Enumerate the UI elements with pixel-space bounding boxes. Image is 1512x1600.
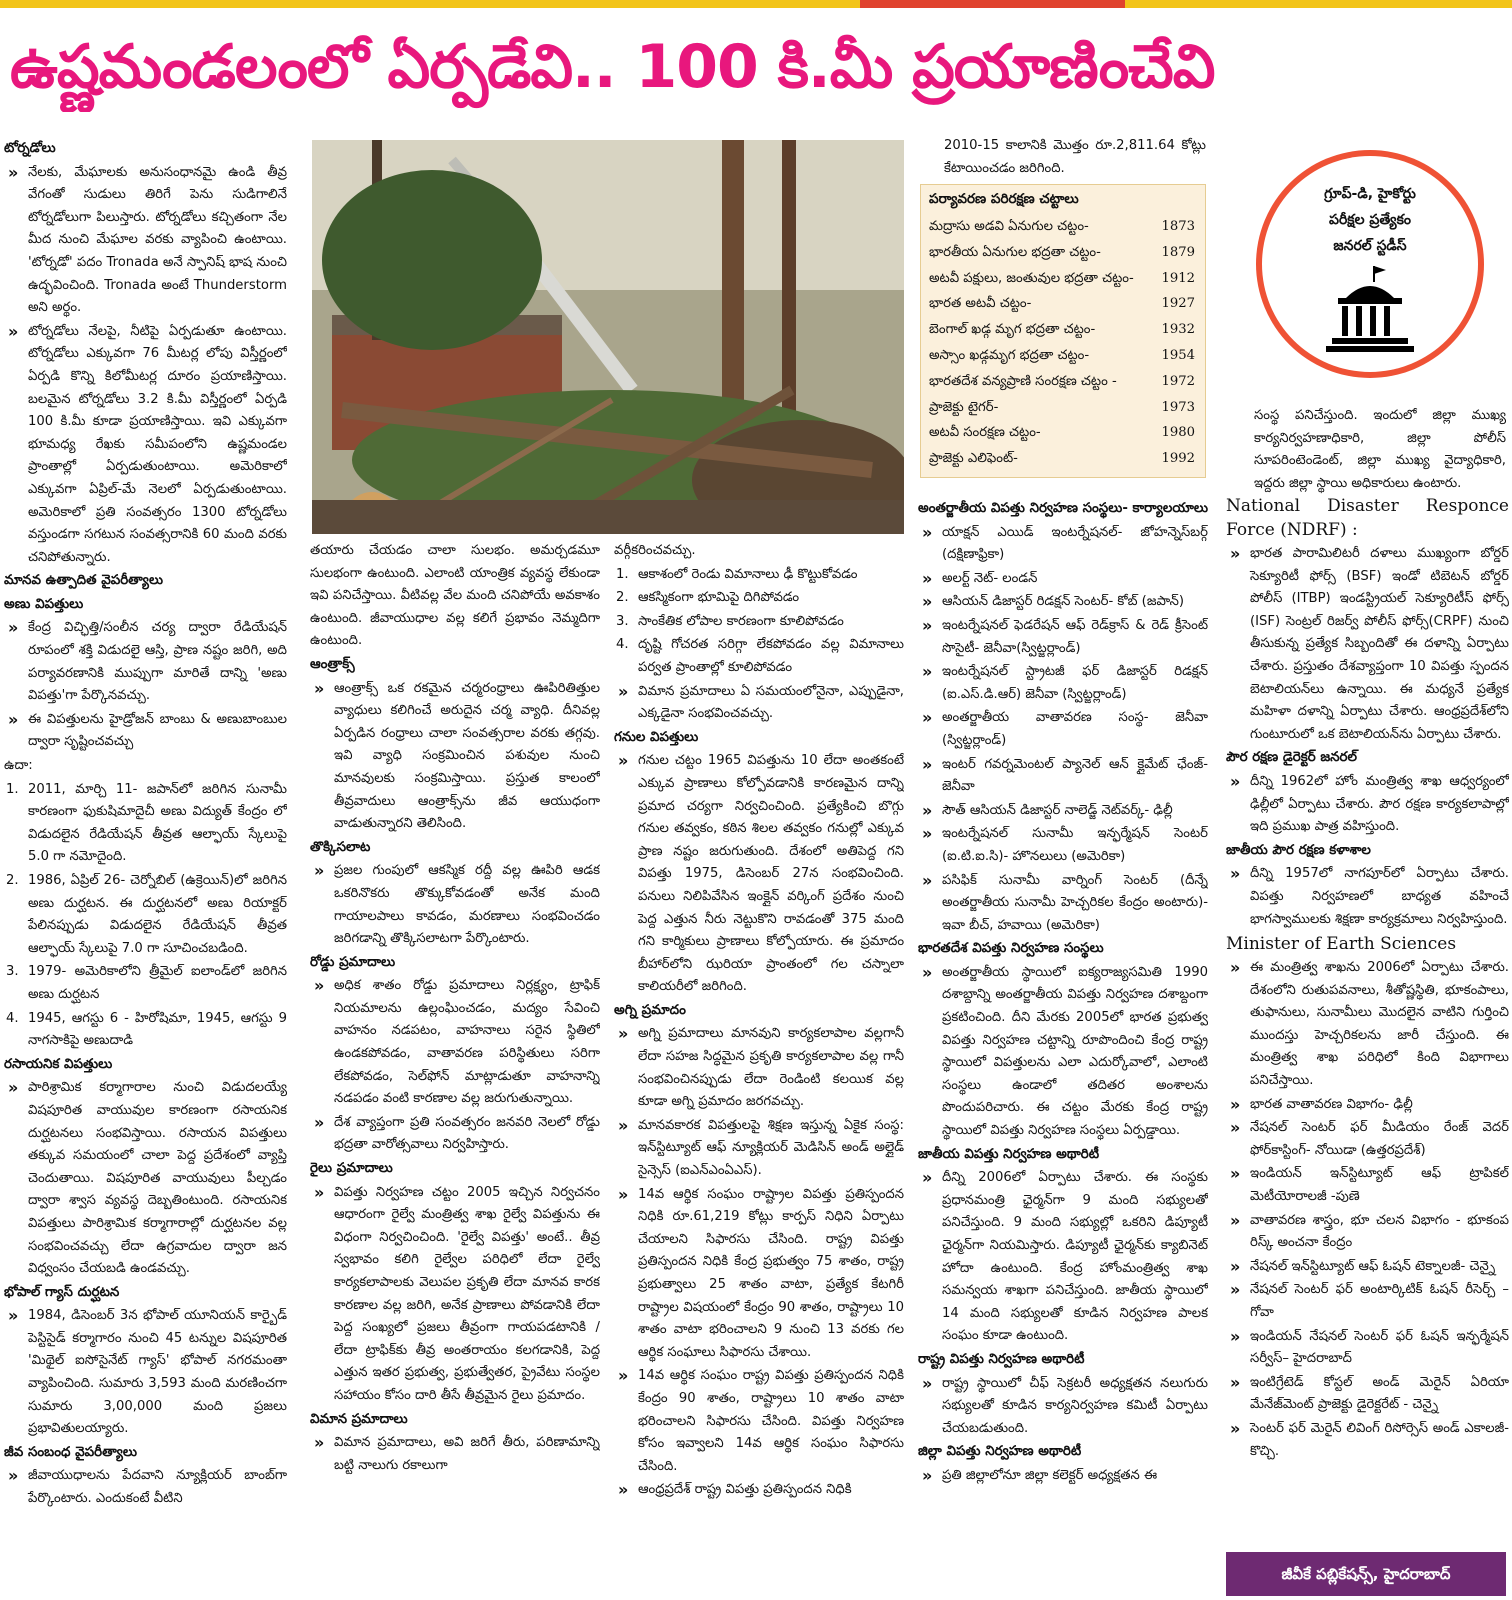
paragraph: వర్గీకరించవచ్చు. [614,543,696,558]
law-year: 1972 [1161,373,1195,389]
section-heading: భారతదేశ విపత్తు నిర్వహణ సంస్థలు [918,941,1104,957]
laws-list [921,214,1205,472]
numbered-item: 4. 1945, ఆగస్టు 6 - హిరోషిమా, 1945, ఆగస్టు 9 నాగసాకిపై అణుదాడి [4,1008,287,1053]
law-row [921,317,1205,343]
bullet-paragraph: » యాక్షన్ ఎయిడ్ ఇంటర్నేషనల్- జోహన్నెస్‌బర్గ్ (దక్షిణాఫ్రికా) [918,522,1208,567]
badge-line-2: పరీక్షల ప్రత్యేకం [1329,212,1411,228]
court-building-icon [1320,264,1420,356]
numbered-item: 1. 2011, మార్చి 11- జపాన్‌లో జరిగిన సునామీ కారణంగా ఫుకుషిమాదైచీ అణు విద్యుత్ కేంద్రం లో విడుదలైన రేడియేషన్ తీవ్రత ఆల్ఫాయ్ స్కేలుపై 5.0 గా నమోదైంది. [4,779,287,869]
section-heading: టోర్నడోలు [4,141,56,156]
bullet-paragraph: » నేలకు, మేఘాలకు అనుసంధానమై ఉండి తీవ్ర వేగంతో సుడులు తిరిగే పెను సుడిగాలినే టోర్నడోలుగా పిలుస్తారు. టోర్నడోలు కచ్చితంగా నేల మీద నుంచి మేఘాల వరకు వ్యాపించి ఉంటాయి. 'టోర్నడో' పదం Tronada అనే స్పానిష్ భాష నుంచి ఉద్భవించింది. Tronada అంటే Thunderstorm అని అర్థం. [4,162,287,320]
bullet-paragraph: » గనుల చట్టం 1965 విపత్తును 10 లేదా అంతకంటే ఎక్కువ ప్రాణాలు కోల్పోవడానికి కారణమైన దాన్ని ప్రమాద చర్యగా నిర్వచించింది. ప్రత్యేకించి బొగ్గు గనుల తవ్వకం, కఠిన శిలల తవ్వకం గనుల్లో ఎక్కువ ప్రాణ నష్టం జరుగుతుంది. దేశంలో అతిపెద్ద గని విపత్తు 1975, డిసెంబర్ 27న సంభవించింది. పనులు నిలిపివేసిన ఇంక్లైన్ వర్కింగ్ ప్రదేశం నుంచి పెద్ద ఎత్తున నీరు నెట్టుకొని రావడంతో 375 మంది గని కార్మికులు ప్రాణాలు కోల్పోయారు. ఈ ప్రమాదం బీహార్‌లోని ఝరియా ప్రాంతంలో గల చస్నాలా కాలియరీలో జరిగింది. [614,750,904,999]
bullet-paragraph: » వాతావరణ శాస్త్రం, భూ చలన విభాగం - భూకంప రిస్క్ అంచనా కేంద్రం [1226,1210,1509,1255]
paragraph: తయారు చేయడం చాలా సులభం. అమర్చడమూ సులభంగా ఉంటుంది. ఎలాంటి యాంత్రిక వ్యవస్థ లేకుండా ఇవి పనిచేస్తాయి. వీటివల్ల వేల మంది చనిపోయే అవకాశం ఉంటుంది. జీవాయుధాల వల్ల కలిగే ప్రభావం నెమ్మదిగా ఉంటుంది. [310,543,600,649]
item-number: 3. [6,964,19,980]
section-heading: ఆంత్రాక్స్ [310,656,355,672]
bullet-paragraph: » ప్రజల గుంపులో ఆకస్మిక రద్దీ వల్ల ఊపిరి ఆడక ఒకరినొకరు తొక్కుకోవడంతో అనేక మంది గాయాలపాలు కావడం, మరణాలు సంభవించడం జరిగడాన్ని తొక్కిసలాటగా పేర్కొంటారు. [310,860,600,950]
column-5-top-text [1254,405,1506,495]
english-heading: Minister of Earth Sciences [1226,934,1457,955]
section-heading: మానవ ఉత్పాదిత వైపరీత్యాలు [4,573,164,589]
english-heading: National Disaster Responce Force (NDRF) : [1226,496,1509,540]
numbered-item: 4. దృష్టి గోచరత సరిగ్గా లేకపోవడం వల్ల విమానాలు పర్వత ప్రాంతాల్లో కూలిపోవడం [614,634,904,679]
bullet-paragraph: » ఈ మంత్రిత్వ శాఖను 2006లో ఏర్పాటు చేశారు. దేశంలోని రుతుపవనాలు, శీతోష్ణస్థితి, భూకంపాలు, తుఫానులు, సునామీలు మొదలైన వాటిని గుర్తించి ముందస్తు హెచ్చరికలను జారీ చేస్తుంది. ఈ మంత్రిత్వ శాఖ పరిధిలో కింది విభాగాలు పనిచేస్తాయి. [1226,957,1509,1093]
section-heading: అణు విపత్తులు [4,596,84,612]
law-row [921,420,1205,446]
storm-damage-photo [312,140,904,534]
environment-laws-box [920,184,1206,478]
section-heading: రోడ్డు ప్రమాదాలు [310,954,396,970]
bullet-paragraph: » ఇంటర్నేషనల్ ఫెడరేషన్ ఆఫ్ రెడ్‌క్రాస్ & రెడ్ క్రీసెంట్ సొసైటీ- జెనీవా(స్విట్జర్లాండ్) [918,615,1208,660]
section-heading: రసాయనిక విపత్తులు [4,1056,113,1072]
item-number: 2. [6,873,19,888]
section-heading: తొక్కిసలాట [310,839,371,855]
section-heading: జీవ సంబంధ వైపరీత్యాలు [4,1444,137,1460]
law-name: అటవీ సంరక్షణ చట్టం- [929,425,1041,441]
section-heading: విమాన ప్రమాదాలు [310,1411,408,1427]
bullet-paragraph: » విమాన ప్రమాదాలు ఏ సమయంలోనైనా, ఎప్పుడైనా, ఎక్కడైనా సంభవించవచ్చు. [614,681,904,726]
fallen-trees-image [312,140,904,534]
top-accent-bar [860,0,1125,8]
bullet-paragraph: » 1984, డిసెంబర్ 3న భోపాల్ యూనియన్ కార్బైడ్ పెస్టిసైడ్ కర్మాగారం నుంచి 45 టన్నుల విషపూరిత 'మిథైల్ ఐసోసైనేట్ గ్యాస్' భోపాల్ నగరమంతా వ్యాపించింది. సుమారు 3,593 మంది మరణించగా సుమారు 3,00,000 మంది ప్రజలు ప్రభావితులయ్యారు. [4,1305,287,1441]
bullet-paragraph: » ఇంటర్నేషనల్ స్ట్రాటజీ ఫర్ డిజాస్టర్ రిడక్షన్ (ఐ.ఎస్.డి.ఆర్) జెనీవా (స్విట్జర్లాండ్) [918,661,1208,706]
bullet-paragraph: » ఇంటిగ్రేటెడ్ కోస్టల్ అండ్ మెరైన్ ఏరియా మేనేజ్‌మెంట్ ప్రాజెక్టు డైరెక్టరేట్ - చెన్నై [1226,1372,1509,1417]
bullet-paragraph: » నేషనల్ సెంటర్ ఫర్ అంటార్కిటిక్ ఓషన్ రీసెర్చ్ –గోవా [1226,1279,1509,1324]
column-5 [1226,494,1509,1548]
bullet-paragraph: » జీవాయుధాలను పేదవాని న్యూక్లియర్ బాంబ్‌గా పేర్కొంటారు. ఎందుకంటే వీటిని [4,1465,287,1510]
law-name: భారత అటవీ చట్టం- [929,296,1032,312]
bullet-paragraph: » ఆంధ్రప్రదేశ్ రాష్ట్ర విపత్తు ప్రతిస్పందన నిధికి [614,1479,904,1502]
bullet-paragraph: » దీన్ని 1957లో నాగపూర్‌లో ఏర్పాటు చేశారు. విపత్తు నిర్వహణలో బాధ్యత వహించే భాగస్వాములకు శిక్షణా కార్యక్రమాలు నిర్వహిస్తుంది. [1226,863,1509,931]
fund-allocation-text: 2010-15 కాలానికి మొత్తం రూ.2,811.64 కోట్లు కేటాయించడం జరిగింది. [944,138,1206,176]
bullet-paragraph: » రాష్ట్ర స్థాయిలో చీఫ్ సెక్రటరీ అధ్యక్షతన నలుగురు సభ్యులతో కూడిన కార్యనిర్వహణ కమిటీ ఏర్పాటు చేయబడుతుంది. [918,1373,1208,1441]
bullet-paragraph: » 14వ ఆర్థిక సంఘం రాష్ట్రాల విపత్తు ప్రతిస్పందన నిధికి రూ.61,219 కోట్లు కార్పస్ నిధిని ఏర్పాటు చేయాలని సిఫారసు చేసింది. రాష్ట్ర విపత్తు ప్రతిస్పందన నిధికి కేంద్ర ప్రభుత్వం 75 శాతం, రాష్ట్ర ప్రభుత్వాలు 25 శాతం వాటా, ప్రత్యేక కేటగిరీ రాష్ట్రాల విషయంలో కేంద్రం 90 శాతం, రాష్ట్రాలు 10 శాతం వాటా భరించాలని 9 నుంచి 13 వరకు గల ఆర్థిక సంఘాలు సిఫారసు చేశాయి. [614,1184,904,1365]
law-row [921,369,1205,395]
law-name: మద్రాసు అడవి ఏనుగుల చట్టం- [929,219,1089,234]
bullet-paragraph: » ఇండియన్ నేషనల్ సెంటర్ ఫర్ ఓషన్ ఇన్ఫర్మేషన్ సర్వీస్– హైదరాబాద్ [1226,1326,1509,1371]
law-row [921,266,1205,292]
item-number: 1. [616,566,629,582]
column-2 [310,540,600,1598]
item-number: 3. [616,613,629,629]
law-row [921,395,1205,421]
law-name: ప్రాజెక్టు ఎలిఫెంట్- [929,451,1018,467]
law-row [921,214,1205,240]
numbered-item: 3. 1979- అమెరికాలోని త్రీమైల్ ఐలాండ్‌లో జరిగిన అణు దుర్ఘటన [4,961,287,1006]
numbered-item: 1. ఆకాశంలో రెండు విమానాలు ఢీ కొట్టుకోవడం [614,564,904,587]
column-4-top-text [944,135,1206,185]
bullet-paragraph: » దీన్ని 2006లో ఏర్పాటు చేశారు. ఈ సంస్థకు ప్రధానమంత్రి ఛైర్మన్‌గా 9 మంది సభ్యులతో పనిచేస్తుంది. 9 మంది సభ్యుల్లో ఒకరిని డిప్యూటీ ఛైర్మన్‌గా నియమిస్తారు. డిప్యూటీ ఛైర్మన్‌కు క్యాబినెట్ హోదా ఉంటుంది. కేంద్ర హోంమంత్రిత్వ శాఖ సమన్వయ శాఖగా పనిచేస్తుంది. జాతీయ స్థాయిలో 14 మంది సభ్యులతో కూడిన నిర్వహణ పాలక సంఘం కూడా ఉంటుంది. [918,1167,1208,1348]
bullet-paragraph: » అగ్ని ప్రమాదాలు మానవుని కార్యకలాపాల వల్లగానీ లేదా సహజ సిద్ధమైన ప్రకృతి కార్యకలాపాల వల్ల గానీ సంభవించినప్పుడు లేదా రెండింటి కలయిక వల్ల కూడా అగ్ని ప్రమాదం జరగవచ్చు. [614,1023,904,1113]
section-heading: జిల్లా విపత్తు నిర్వహణ అథారిటీ [918,1444,1082,1460]
section-heading: రాష్ట్ర విపత్తు నిర్వహణ అథారిటీ [918,1351,1085,1367]
bullet-paragraph: » టోర్నడోలు నేలపై, నీటిపై ఏర్పడుతూ ఉంటాయి. టోర్నడోలు ఎక్కువగా 76 మీటర్ల లోపు విస్తీర్ణంలో ఏర్పడి కొన్ని కిలోమీటర్ల దూరం ప్రయాణిస్తాయి. బలమైన టోర్నడోలు 3.2 కి.మీ విస్తీర్ణంలో ఏర్పడి 100 కి.మీ కూడా ప్రయాణిస్తాయి. ఇవి ఎక్కువగా భూమధ్య రేఖకు సమీపంలోని ఉష్ణమండల ప్రాంతాల్లో ఏర్పడుతుంటాయి. అమెరికాలో ఎక్కువగా ఏప్రిల్-మే నెలలో ఏర్పడుతుంటాయి. అమెరికాలో ప్రతి సంవత్సరం 1300 టోర్నడోలు వస్తుండగా సగటున సంవత్సరానికి 60 మంది వరకు చనిపోతున్నారు. [4,321,287,570]
law-name: ప్రాజెక్టు టైగర్- [929,399,999,415]
publisher-banner: జీవీకే పబ్లికేషన్స్, హైదరాబాద్ [1226,1552,1506,1596]
bullet-paragraph: » సౌత్ ఆసియన్ డిజాస్టర్ నాలెడ్జ్ నెట్‌వర్క్- ఢిల్లీ [918,800,1208,823]
law-year: 1873 [1161,219,1195,234]
bullet-paragraph: » 14వ ఆర్థిక సంఘం రాష్ట్ర విపత్తు ప్రతిస్పందన నిధికి కేంద్రం 90 శాతం, రాష్ట్రాలు 10 శాతం వాటా భరించాలని సిఫారసు చేసింది. విపత్తు నిర్వహణ కోసం ఇవ్వాలని 14వ ఆర్థిక సంఘం సిఫారసు చేసింది. [614,1365,904,1478]
law-name: భారతదేశ వన్యప్రాణి సంరక్షణ చట్టం - [929,373,1117,389]
item-number: 4. [6,1010,19,1026]
group-d-badge [1256,150,1484,378]
headline: ఉష్ణమండలంలో ఏర్పడేవి.. 100 కి.మీ ప్రయాణించేవి [10,32,1215,102]
bullet-paragraph: » ఇంటర్నేషనల్ సునామీ ఇన్ఫర్మేషన్ సెంటర్ (ఐ.టి.ఐ.సి)- హొనలులు (అమెరికా) [918,823,1208,868]
law-year: 1980 [1161,425,1195,441]
bullet-paragraph: » ఈ విపత్తులను హైడ్రోజన్ బాంబు & అణుబాంబుల ద్వారా సృష్టించవచ్చు [4,709,287,754]
numbered-item: 2. 1986, ఏప్రిల్ 26- చెర్నోబిల్ (ఉక్రెయిన్)లో జరిగిన అణు దుర్ఘటన. ఈ దుర్ఘటనలో అణు రియాక్టర్ పేలినప్పుడు విడుదలైన రేడియేషన్ తీవ్రత ఆల్ఫాయ్ స్కేలుపై 7.0 గా సూచించబడింది. [4,870,287,960]
bullet-paragraph: » కేంద్ర విచ్ఛిత్తి/సంలీన చర్య ద్వారా రేడియేషన్ రూపంలో శక్తి విడుదలై ఆస్తి, ప్రాణ నష్టం జరిగి, అది పర్యావరణానికి ముప్పుగా మారితే దాన్ని 'అణు విపత్తు'గా పేర్కొనవచ్చు. [4,617,287,707]
bullet-paragraph: » అలర్ట్ నెట్- లండన్ [918,568,1208,591]
section-heading: రైలు ప్రమాదాలు [310,1161,393,1177]
law-row [921,343,1205,369]
column-1 [4,138,287,1598]
section-heading: అగ్ని ప్రమాదం [614,1002,686,1018]
badge-line-3: జనరల్ స్టడీస్ [1333,238,1407,254]
bullet-paragraph: » పారిశ్రామిక కర్మాగారాల నుంచి విడుదలయ్యే విషపూరిత వాయువుల కారణంగా రసాయనిక దుర్ఘటనలు సంభవిస్తాయి. రసాయన విపత్తులు తక్కువ సమయంలో చాలా పెద్ద ప్రదేశంలో వ్యాప్తి చెందుతాయి. విషపూరిత వాయువులు పీల్చడం ద్వారా శ్వాస వ్యవస్థ దెబ్బతింటుంది. రసాయనిక విపత్తులు పారిశ్రామిక కర్మాగారాల్లో దుర్ఘటనల వల్ల సంభవించవచ్చు లేదా ఉగ్రవాదుల ద్వారా జన విధ్వంసం చేయబడి ఉండవచ్చు. [4,1077,287,1280]
bullet-paragraph: » అంతర్జాతీయ వాతావరణ సంస్థ- జెనీవా (స్విట్జర్లాండ్) [918,707,1208,752]
section-heading: అంతర్జాతీయ విపత్తు నిర్వహణ సంస్థలు- కార్యాలయాలు [918,501,1208,516]
bullet-paragraph: » నేషనల్ సెంటర్ ఫర్ మీడియం రేంజ్ వెదర్ ఫోర్‌కాస్టింగ్- నోయిడా (ఉత్తరప్రదేశ్) [1226,1117,1509,1162]
section-heading: జాతీయ విపత్తు నిర్వహణ అథారిటీ [918,1146,1100,1162]
law-year: 1954 [1161,347,1195,363]
paragraph: ఉదా: [4,758,33,774]
bullet-paragraph: » ఇండియన్ ఇన్‌స్టిట్యూట్ ఆఫ్ ట్రాపికల్ మెటీయోరాలజీ -పుణె [1226,1163,1509,1208]
section-heading: పౌర రక్షణ డైరెక్టర్ జనరల్ [1226,750,1357,766]
badge-inner [1262,156,1478,372]
law-row [921,446,1205,472]
numbered-item: 2. ఆకస్మికంగా భూమిపై దిగిపోవడం [614,587,904,610]
law-year: 1927 [1161,296,1195,312]
law-year: 1992 [1161,451,1195,467]
bullet-paragraph: » ప్రతి జిల్లాలోనూ జిల్లా కలెక్టర్ అధ్యక్షతన ఈ [918,1465,1208,1488]
law-name: బెంగాల్ ఖడ్గ మృగ భద్రతా చట్టం- [929,322,1096,338]
law-year: 1932 [1161,322,1195,338]
bullet-paragraph: » ఆంత్రాక్స్ ఒక రకమైన చర్మరంధ్రాలు ఊపిరితిత్తుల వ్యాధులు కలిగించే అరుదైన చర్మ వ్యాధి. దీనివల్ల ఏర్పడిన రంధ్రాలు చాలా సంవత్సరాల వరకు తగ్గవు. ఇవి వ్యాధి సంక్రమించిన పశువుల నుంచి మానవులకు సంక్రమిస్తాయి. ప్రస్తుత కాలంలో తీవ్రవాదులు ఆంత్రాక్స్‌ను జీవ ఆయుధంగా వాడుతున్నారని తెలిసింది. [310,678,600,836]
badge-line-1: గ్రూప్-డి, హైకోర్టు [1324,186,1416,202]
law-name: అటవీ పక్షులు, జంతువుల భద్రతా చట్టం- [929,270,1134,286]
law-name: అస్సాం ఖడ్గమృగ భద్రతా చట్టం- [929,347,1090,363]
bullet-paragraph: » సెంటర్ ఫర్ మెరైన్ లివింగ్ రిసోర్సెస్ అండ్ ఎకాలజీ- కొచ్చి. [1226,1418,1509,1463]
law-row [921,240,1205,266]
bullet-paragraph: » నేషనల్ ఇన్‌స్టిట్యూట్ ఆఫ్ ఓషన్ టెక్నాలజీ- చెన్నై [1226,1256,1509,1279]
law-year: 1912 [1161,270,1195,286]
column-3 [614,540,904,1598]
item-number: 2. [616,590,629,606]
bullet-paragraph: » భారత వాతావరణ విభాగం- ఢిల్లీ [1226,1094,1509,1117]
law-year: 1973 [1161,399,1195,415]
bullet-paragraph: » భారత పారామిలిటరీ దళాలు ముఖ్యంగా బోర్డర్ సెక్యూరిటీ ఫోర్స్ (BSF) ఇండో టిబెటన్ బోర్డర్ పోలీస్ (ITBP) ఇండస్ట్రియల్ సెక్యూరిటీస్ ఫోర్స్ (ISF) సెంట్రల్ రిజర్వ్ పోలీస్ ఫోర్స్(CRPF) నుంచి తీసుకున్న ప్రత్యేక సిబ్బందితో ఈ దళాన్ని ఏర్పాటు చేశారు. ప్రస్తుతం దేశవ్యాప్తంగా 10 విపత్తు స్పందన బెటాలియన్‌లు ఉన్నాయి. ఈ మధ్యనే ప్రత్యేక మహిళా దళాన్ని ఏర్పాటు చేశారు. ఆంధ్రప్రదేశ్‌లోని గుంటూరులో ఒక బెటాలియన్‌ను ఏర్పాటు చేశారు. [1226,543,1509,746]
bullet-paragraph: » విపత్తు నిర్వహణ చట్టం 2005 ఇచ్చిన నిర్వచనం ఆధారంగా రైల్వే మంత్రిత్వ శాఖ రైల్వే విపత్తును ఈ విధంగా నిర్వచించింది. 'రైల్వే విపత్తు' అంటే.. తీవ్ర స్వభావం కలిగి రైల్వేల పరిధిలో లేదా రైల్వే కార్యకలాపాలకు వెలుపల ప్రకృతి లేదా మానవ కారక కారణాల వల్ల జరిగి, అనేక ప్రాణాలు పోవడానికి లేదా పెద్ద సంఖ్యలో ప్రజలు తీవ్రంగా గాయపడటానికి / లేదా ట్రాఫిక్‌కు తీవ్ర అంతరాయం కలగడానికి, పెద్ద ఎత్తున ఇతర ప్రభుత్వ, ప్రభుత్వేతర, ప్రైవేటు సంస్థల సహాయం కోసం దారి తీసే తీవ్రమైన రైలు ప్రమాదం. [310,1182,600,1408]
law-row [921,291,1205,317]
item-number: 1. [6,781,19,797]
laws-title: పర్యావరణ పరిరక్షణ చట్టాలు [929,191,1079,207]
bullet-paragraph: » విమాన ప్రమాదాలు, అవి జరిగే తీరు, పరిణామాన్ని బట్టి నాలుగు రకాలుగా [310,1432,600,1477]
bullet-paragraph: » అంతర్జాతీయ స్థాయిలో ఐక్యరాజ్యసమితి 1990 దశాబ్దాన్ని అంతర్జాతీయ విపత్తు నిర్వహణ దశాబ్దంగా ప్రకటించింది. దీని మేరకు 2005లో భారత ప్రభుత్వ విపత్తు నిర్వహణ చట్టాన్ని రూపొందించి కేంద్ర రాష్ట్ర స్థాయిలో విపత్తులను ఎలా ఎదుర్కోవాలో, ఎలాంటి సంస్థలు ఉండాలో తదితర అంశాలను పొందుపరిచారు. ఈ చట్టం మేరకు కేంద్ర రాష్ట్ర స్థాయిలో విపత్తు నిర్వహణ సంస్థలు ఏర్పడ్డాయి. [918,962,1208,1143]
numbered-item: 3. సాంకేతిక లోపాల కారణంగా కూలిపోవడం [614,611,904,634]
bullet-paragraph: » అధిక శాతం రోడ్డు ప్రమాదాలు నిర్లక్ష్యం, ట్రాఫిక్ నియమాలను ఉల్లంఘించడం, మద్యం సేవించి వాహనం నడపటం, వాహనాలు సరైన స్థితిలో ఉండకపోవడం, వాతావరణ పరిస్థితులు సరిగా లేకపోవడం, సెల్‌ఫోన్ మాట్లాడుతూ వాహనాన్ని నడపడం వంటి కారణాల వల్ల జరుగుతున్నాయి. [310,975,600,1111]
bullet-paragraph: » పసిఫిక్ సునామీ వార్నింగ్ సెంటర్ (దీన్నే అంతర్జాతీయ సునామీ హెచ్చరికల కేంద్రం అంటారు)- ఇవా బీచ్, హవాయి (అమెరికా) [918,870,1208,938]
section-heading: భోపాల్ గ్యాస్ దుర్ఘటన [4,1284,120,1300]
bullet-paragraph: » దీన్ని 1962లో హోం మంత్రిత్వ శాఖ ఆధ్వర్యంలో ఢిల్లీలో ఏర్పాటు చేశారు. పౌర రక్షణ కార్యకలాపాల్లో ఇది ప్రముఖ పాత్ర వహిస్తుంది. [1226,771,1509,839]
column-4 [918,498,1208,1598]
bullet-paragraph: » దేశ వ్యాప్తంగా ప్రతి సంవత్సరం జనవరి నెలలో రోడ్డు భద్రతా వారోత్సవాలు నిర్వహిస్తారు. [310,1112,600,1157]
bullet-paragraph: » ఆసియన్ డిజాస్టర్ రిడక్షన్ సెంటర్- కోబ్ (జపాన్) [918,591,1208,614]
section-heading: జాతీయ పౌర రక్షణ కళాశాల [1226,842,1371,858]
law-year: 1879 [1161,244,1195,260]
bullet-paragraph: » ఇంటర్ గవర్నమెంటల్ ప్యానెల్ ఆన్ క్లైమేట్ ఛేంజ్- జెనీవా [918,754,1208,799]
district-authority-text: సంస్థ పనిచేస్తుంది. ఇందులో జిల్లా ముఖ్య కార్యనిర్వహణాధికారి, జిల్లా పోలీస్ సూపరింటెండెంట్, జిల్లా ముఖ్య వైద్యాధికారి, ఇద్దరు జిల్లా స్థాయి అధికారులు ఉంటారు. [1254,408,1506,491]
law-name: భారతీయ ఏనుగుల భద్రతా చట్టం- [929,244,1101,260]
bullet-paragraph: » మానవకారక విపత్తులపై శిక్షణ ఇస్తున్న ఏకైక సంస్థ: ఇన్‌స్టిట్యూట్ ఆఫ్ న్యూక్లియర్ మెడిసిన్ అండ్ అల్లైడ్ సైన్సెస్ (ఐఎన్‌ఎంఏఎస్). [614,1115,904,1183]
section-heading: గనుల విపత్తులు [614,729,699,745]
top-color-bar [0,0,1512,8]
item-number: 4. [616,637,629,653]
